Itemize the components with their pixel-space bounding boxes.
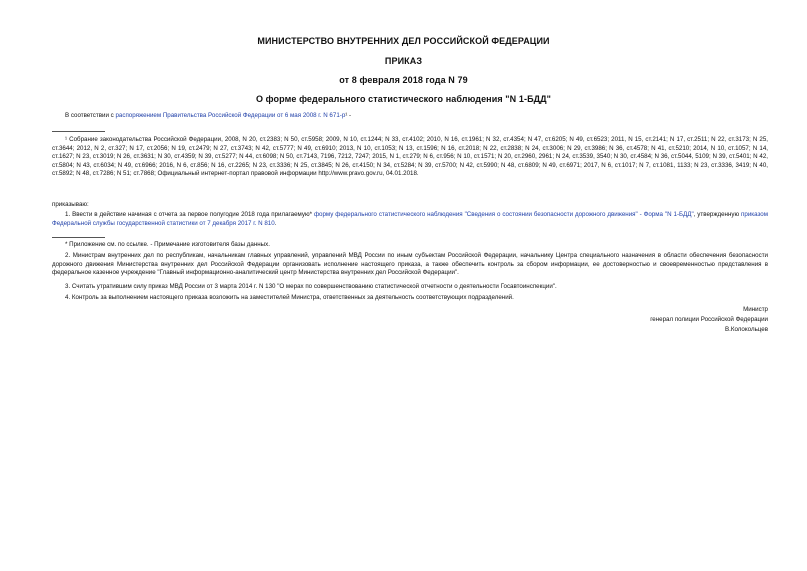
ministry-title: МИНИСТЕРСТВО ВНУТРЕННИХ ДЕЛ РОССИЙСКОЙ ФЕДЕРАЦИИ bbox=[257, 36, 550, 46]
preamble bbox=[52, 112, 768, 121]
signature-name: В.Колокольцев bbox=[725, 326, 768, 333]
item-1-form-link[interactable]: форму федерального статистического наблюдения "Сведения о состоянии безопасности дорожного движения" - Форма "N 1-БДД" bbox=[313, 211, 694, 218]
signature-rank: генерал полиции Российской Федерации bbox=[650, 316, 768, 323]
order-word: приказываю: bbox=[52, 201, 89, 208]
item-1-text-c: . bbox=[274, 219, 277, 227]
footnote-2: * Приложение см. по ссылке. - Примечание изготовителя базы данных. bbox=[65, 241, 270, 248]
item-2: 2. Министрам внутренних дел по республикам, начальникам главных управлений, управлений МВД России по иным субъектам Российской Федерации, начальнику Центра специального назначения в области обеспечения безопасности дорожного движения Министерства внутренних дел Российской Федерации организовать исполнение настоящего приказа, а также обеспечить контроль за сбором информации, ее достоверностью и своевременностью представления в федеральное казенное учреждение "Главный информационно-аналитический центр Министерства внутренних дел Российской Федерации". bbox=[52, 252, 768, 277]
footnote-1: ¹ Собрание законодательства Российской Федерации, 2008, N 20, ст.2383; N 50, ст.5958; 2009, N 10, ст.1244; N 33, ст.4102; 2010, N 16, ст.1961; N 32, ст.4354; N 47, ст.6205; N 49, ст.6523; 2011, N 15, ст.2141; N 17, ст.2511; N 22, ст.3173; N 25, ст.3644; 2012, N 2, ст.327; N 17, ст.2056; N 19, ст.2479; N 27, ст.3743; N 42, ст.5777; N 49, ст.6910; 2013, N 10, ст.1053; N 13, ст.1596; N 16, ст.2018; N 22, ст.2838; N 24, ст.3006; N 29, ст.3986; N 36, ст.4578; N 41, ст.5210; 2014, N 10, ст.1057; N 14, ст.1627; N 23, ст.3019; N 26, ст.3631; N 30, ст.4359; N 39, ст.5277; N 44, ст.6098; N 50, ст.7143, 7196, 7212, 7247; 2015, N 1, ст.279; N 6, ст.956; N 10, ст.1571; N 20, ст.2960, 2961; N 24, ст.3539, 3540; N 30, ст.4584; N 36, ст.5044, 5109; N 39, ст.5401; N 42, ст.5804; N 43, ст.6034; N 49, ст.6966; 2016, N 6, ст.856; N 16, ст.2265; N 23, ст.3336; N 25, ст.3845; N 26, ст.4150; N 34, ст.5284; N 39, ст.5700; N 42, ст.5990; N 48, ст.6809; N 49, ст.6971; 2017, N 6, ст.1017; N 7, ст.1081, 1133; N 23, ст.3336, 3419; N 40, ст.5892; N 48, ст.7286; N 51; ст.7868; Официальный интернет-портал правовой информации http://www.pravo.gov.ru, 04.01.2018. bbox=[52, 136, 768, 178]
preamble-text-after: ¹ - bbox=[345, 112, 352, 119]
preamble-link[interactable]: распоряжением Правительства Российской Федерации от 6 мая 2008 г. N 671-р bbox=[115, 112, 346, 119]
footnote-divider-2 bbox=[52, 237, 105, 238]
doc-type: ПРИКАЗ bbox=[384, 56, 423, 66]
item-1-text-b: , утвержденную bbox=[693, 211, 742, 218]
item-1-order-link[interactable]: приказом Федеральной службы государственной статистики от 7 декабря 2017 г. N 810 bbox=[52, 211, 768, 227]
preamble-text-before: В соответствии с bbox=[65, 112, 116, 119]
signature-title: Министр bbox=[743, 306, 768, 313]
footnote-divider bbox=[52, 131, 105, 132]
item-1-text-a: 1. Ввести в действие начиная с отчета за первое полугодие 2018 года прилагаемую* bbox=[65, 211, 314, 218]
date-number: от 8 февраля 2018 года N 79 bbox=[339, 75, 468, 85]
item-1 bbox=[52, 211, 768, 228]
item-4: 4. Контроль за выполнением настоящего приказа возложить на заместителей Министра, ответственных за деятельность соответствующих подразделений. bbox=[65, 294, 514, 301]
item-3: 3. Считать утратившим силу приказ МВД России от 3 марта 2014 г. N 130 "О мерах по совершенствованию статистической отчетности о деятельности Госавтоинспекции". bbox=[65, 283, 557, 290]
doc-subject: О форме федерального статистического наблюдения "N 1-БДД" bbox=[255, 94, 552, 104]
